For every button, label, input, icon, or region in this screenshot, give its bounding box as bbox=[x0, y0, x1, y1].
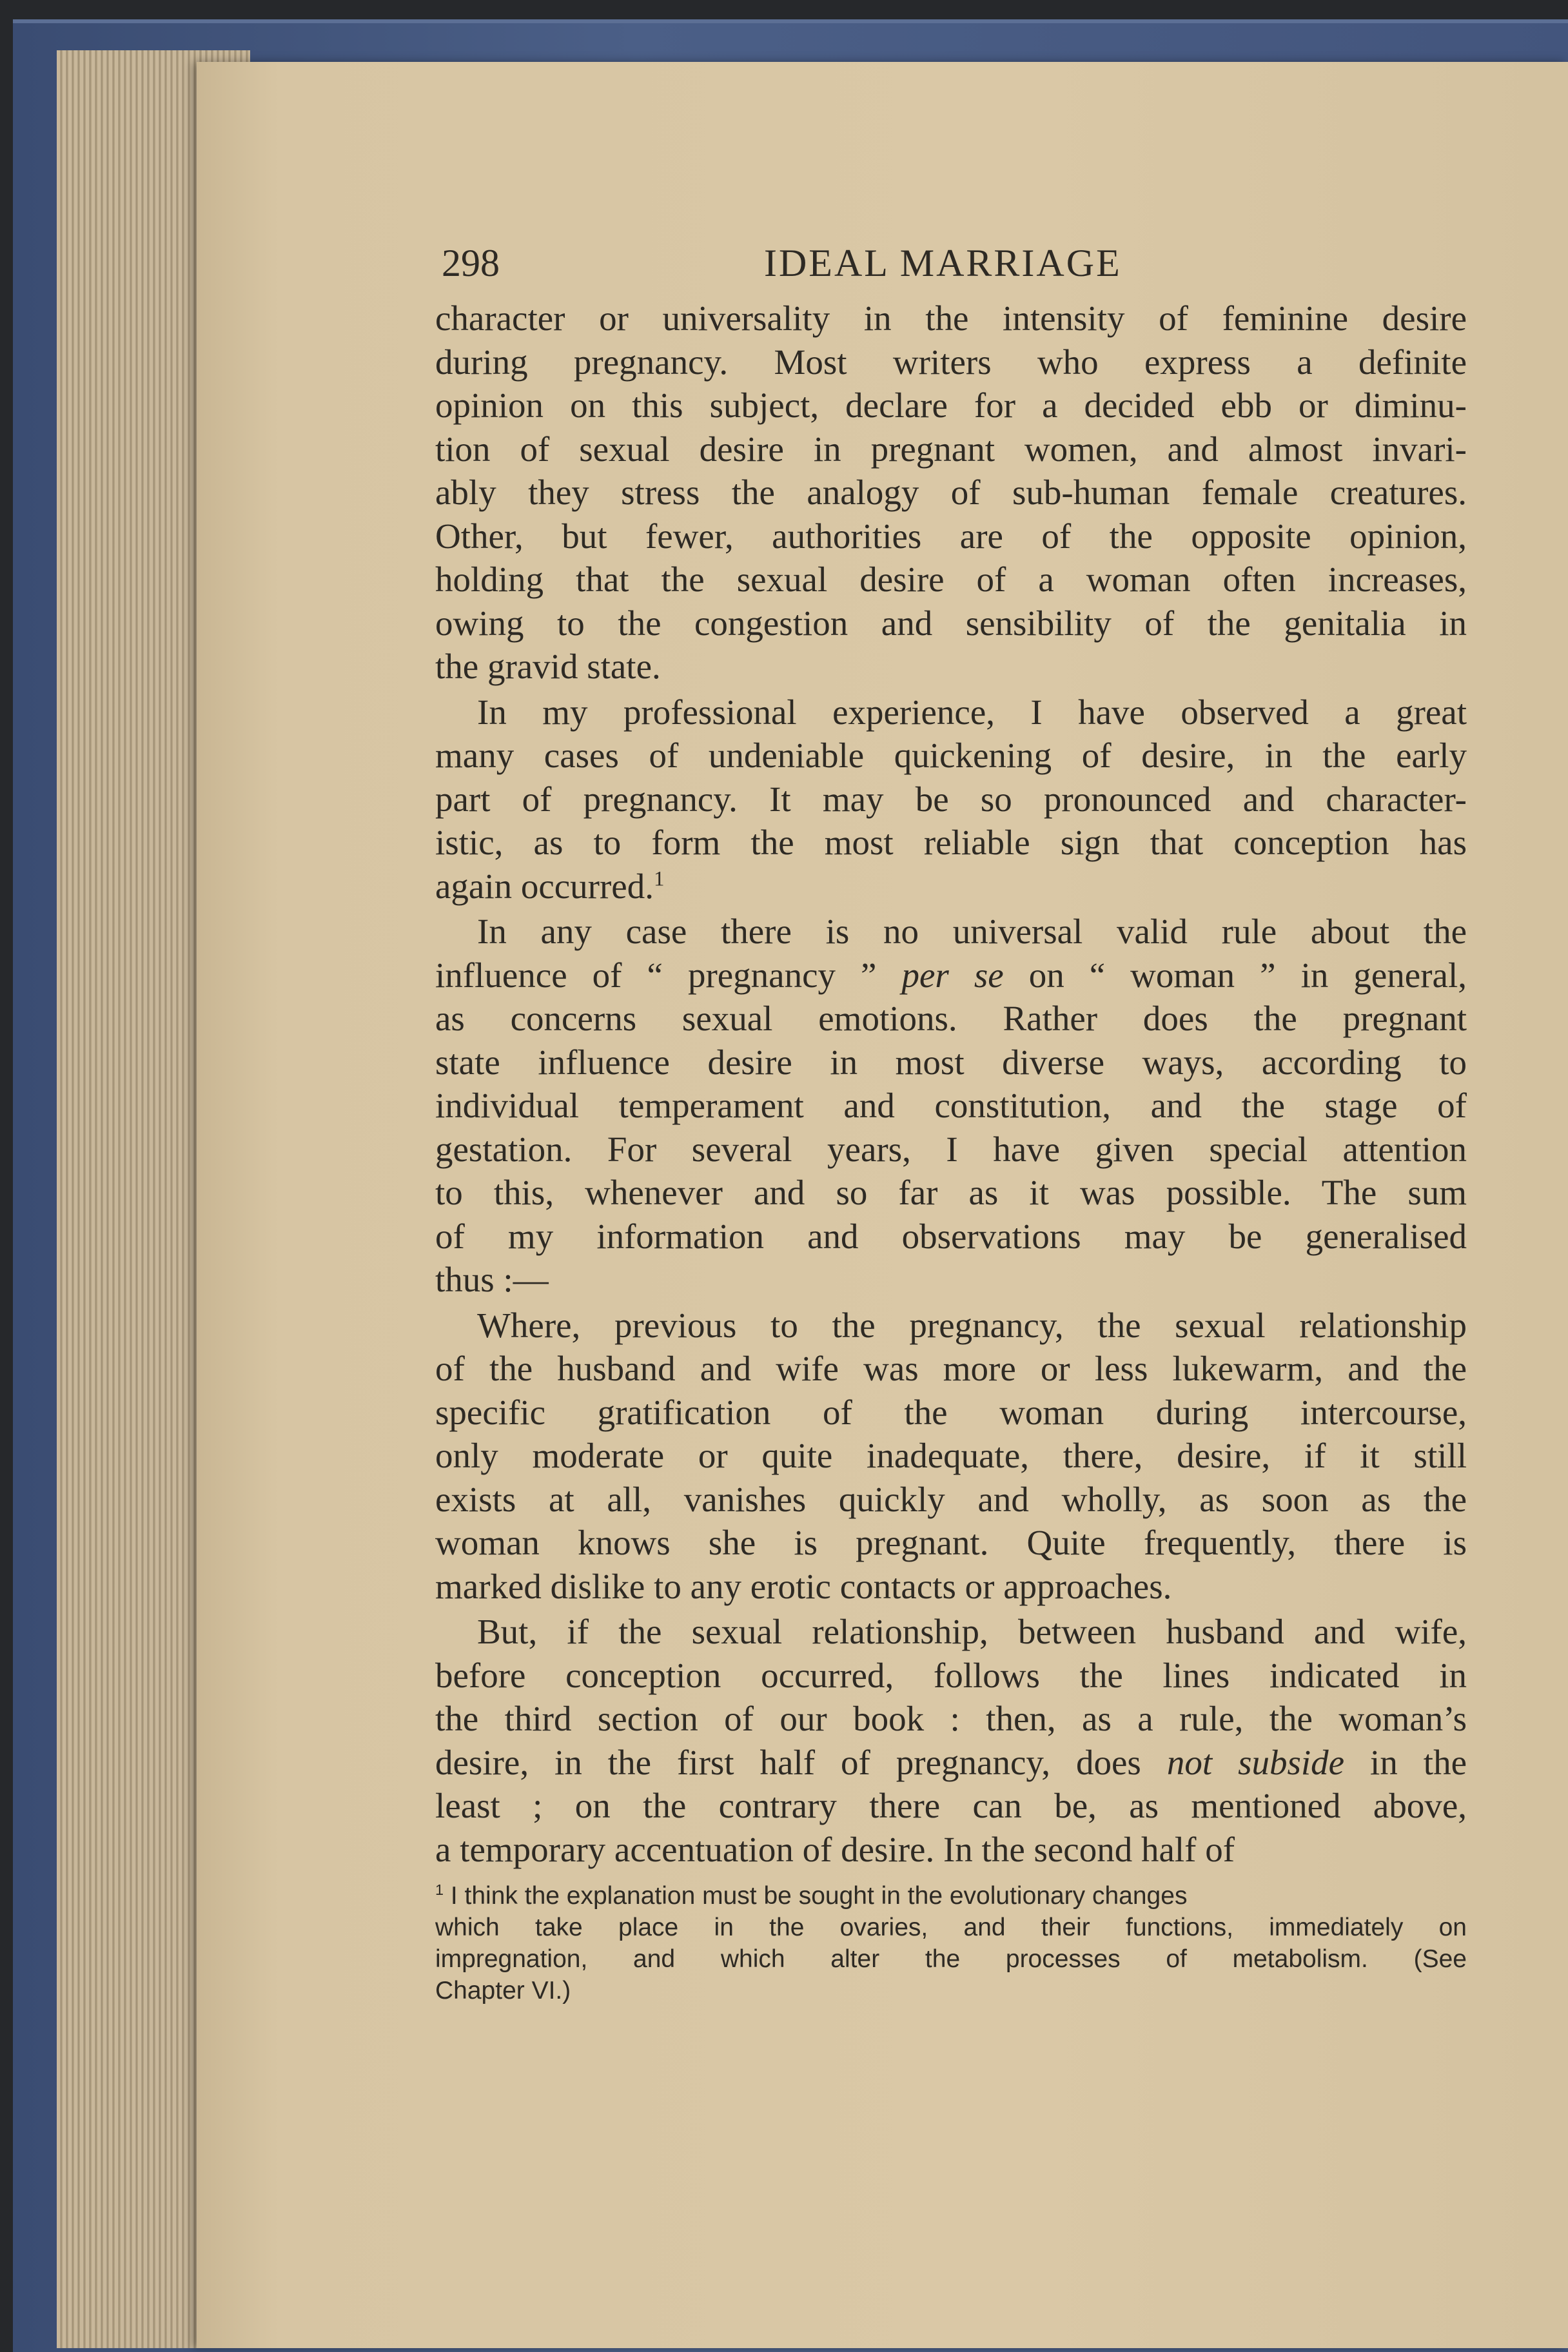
text-line bbox=[435, 1565, 1467, 1609]
line-text: Other, but fewer, authorities are of the opposite opinion, bbox=[435, 516, 1467, 556]
text-line bbox=[435, 954, 1467, 997]
text-line bbox=[435, 558, 1467, 602]
footnote-reference: 1 bbox=[653, 867, 665, 891]
line-text: thus :— bbox=[435, 1260, 549, 1299]
body-text bbox=[435, 297, 1467, 1871]
running-head bbox=[435, 239, 1467, 297]
line-text: owing to the congestion and sensibility of the genitalia in bbox=[435, 603, 1467, 643]
line-text: influence of “ pregnancy ” per se on “ woman ” in general, bbox=[435, 955, 1467, 995]
text-line bbox=[435, 645, 1467, 689]
line-text: before conception occurred, follows the lines indicated in bbox=[435, 1655, 1467, 1695]
paragraph bbox=[435, 1304, 1467, 1609]
line-text: exists at all, vanishes quickly and wholly, as soon as the bbox=[435, 1479, 1467, 1519]
text-line bbox=[435, 1347, 1467, 1391]
line-text: specific gratification of the woman during intercourse, bbox=[435, 1392, 1467, 1432]
text-line bbox=[435, 1171, 1467, 1215]
text-line bbox=[435, 1784, 1467, 1828]
text-line bbox=[435, 1478, 1467, 1522]
paragraph bbox=[435, 691, 1467, 908]
line-text: a temporary accentuation of desire. In the second half of bbox=[435, 1829, 1235, 1869]
line-text: holding that the sexual desire of a woman often increases, bbox=[435, 560, 1467, 599]
line-text: gestation. For several years, I have given special attention bbox=[435, 1129, 1467, 1169]
text-line bbox=[435, 1258, 1467, 1302]
paragraph bbox=[435, 910, 1467, 1302]
text-line bbox=[435, 1128, 1467, 1171]
line-text: individual temperament and constitution, and the stage of bbox=[435, 1086, 1467, 1125]
text-line bbox=[435, 1741, 1467, 1785]
text-line bbox=[435, 910, 1467, 954]
text-line bbox=[435, 865, 1467, 908]
line-text: many cases of undeniable quickening of desire, in the early bbox=[435, 736, 1467, 775]
text-line bbox=[435, 778, 1467, 821]
running-title: IDEAL MARRIAGE bbox=[764, 242, 1122, 284]
footnote bbox=[435, 1880, 1467, 2006]
footnote-line: impregnation, and which alter the processes of metabolism. (See bbox=[435, 1945, 1467, 1973]
text-line bbox=[435, 997, 1467, 1041]
paragraph bbox=[435, 1610, 1467, 1871]
text-line bbox=[435, 471, 1467, 514]
line-text: of my information and observations may be generalised bbox=[435, 1216, 1467, 1256]
text-line bbox=[435, 514, 1467, 558]
text-line bbox=[435, 1521, 1467, 1565]
line-text: least ; on the contrary there can be, as mentioned above, bbox=[435, 1786, 1467, 1825]
line-text: In my professional experience, I have observed a great bbox=[477, 692, 1467, 732]
text-line bbox=[435, 1041, 1467, 1084]
text-line bbox=[435, 1084, 1467, 1128]
line-text: only moderate or quite inadequate, there, desire, if it still bbox=[435, 1436, 1467, 1475]
text-line bbox=[435, 384, 1467, 427]
line-text: the third section of our book : then, as a rule, the woman’s bbox=[435, 1699, 1467, 1738]
line-text: during pregnancy. Most writers who express a definite bbox=[435, 342, 1467, 382]
line-text: But, if the sexual relationship, between husband and wife, bbox=[477, 1612, 1467, 1651]
text-line bbox=[435, 821, 1467, 865]
line-text: opinion on this subject, declare for a decided ebb or diminu- bbox=[435, 386, 1467, 425]
text-line bbox=[435, 1610, 1467, 1654]
line-text: as concerns sexual emotions. Rather does the pregnant bbox=[435, 999, 1467, 1038]
footnote-line: Chapter VI.) bbox=[435, 1977, 571, 2004]
line-text: desire, in the first half of pregnancy, does not subside in the bbox=[435, 1742, 1467, 1782]
text-line bbox=[435, 1434, 1467, 1478]
line-text: state influence desire in most diverse ways, according to bbox=[435, 1042, 1467, 1082]
line-text: of the husband and wife was more or less lukewarm, and the bbox=[435, 1349, 1467, 1388]
line-text: Where, previous to the pregnancy, the sexual relationship bbox=[477, 1305, 1467, 1345]
text-line bbox=[435, 297, 1467, 340]
line-text: the gravid state. bbox=[435, 647, 661, 686]
line-text: istic, as to form the most reliable sign that conception has bbox=[435, 823, 1467, 862]
line-text: again occurred. bbox=[435, 866, 654, 906]
text-line bbox=[435, 1828, 1467, 1872]
line-text: part of pregnancy. It may be so pronounced and character- bbox=[435, 779, 1467, 819]
line-text: woman knows she is pregnant. Quite frequently, there is bbox=[435, 1523, 1467, 1562]
text-line bbox=[435, 734, 1467, 778]
text-line bbox=[435, 1304, 1467, 1348]
text-line bbox=[435, 340, 1467, 384]
page-content bbox=[435, 239, 1467, 2006]
line-text: In any case there is no universal valid rule about the bbox=[477, 912, 1467, 951]
line-text: character or universality in the intensity of feminine desire bbox=[435, 299, 1467, 338]
page-number: 298 bbox=[442, 242, 500, 284]
line-text: tion of sexual desire in pregnant women, and almost invari- bbox=[435, 429, 1467, 469]
text-line bbox=[435, 1654, 1467, 1698]
footnote-line bbox=[435, 1880, 1467, 1912]
text-line bbox=[435, 602, 1467, 645]
text-line bbox=[435, 427, 1467, 471]
text-line bbox=[435, 1391, 1467, 1435]
line-text: to this, whenever and so far as it was possible. The sum bbox=[435, 1173, 1467, 1212]
footnote-line: which take place in the ovaries, and their functions, immediately on bbox=[435, 1914, 1467, 1941]
line-text: marked dislike to any erotic contacts or approaches. bbox=[435, 1566, 1172, 1606]
text-line bbox=[435, 1697, 1467, 1741]
line-text: ably they stress the analogy of sub-human female creatures. bbox=[435, 473, 1467, 512]
text-line bbox=[435, 691, 1467, 734]
text-line bbox=[435, 1215, 1467, 1259]
paragraph bbox=[435, 297, 1467, 689]
footnote-text: I think the explanation must be sought in the evolutionary changes bbox=[450, 1882, 1188, 1910]
footnote-marker: 1 bbox=[435, 1881, 444, 1898]
